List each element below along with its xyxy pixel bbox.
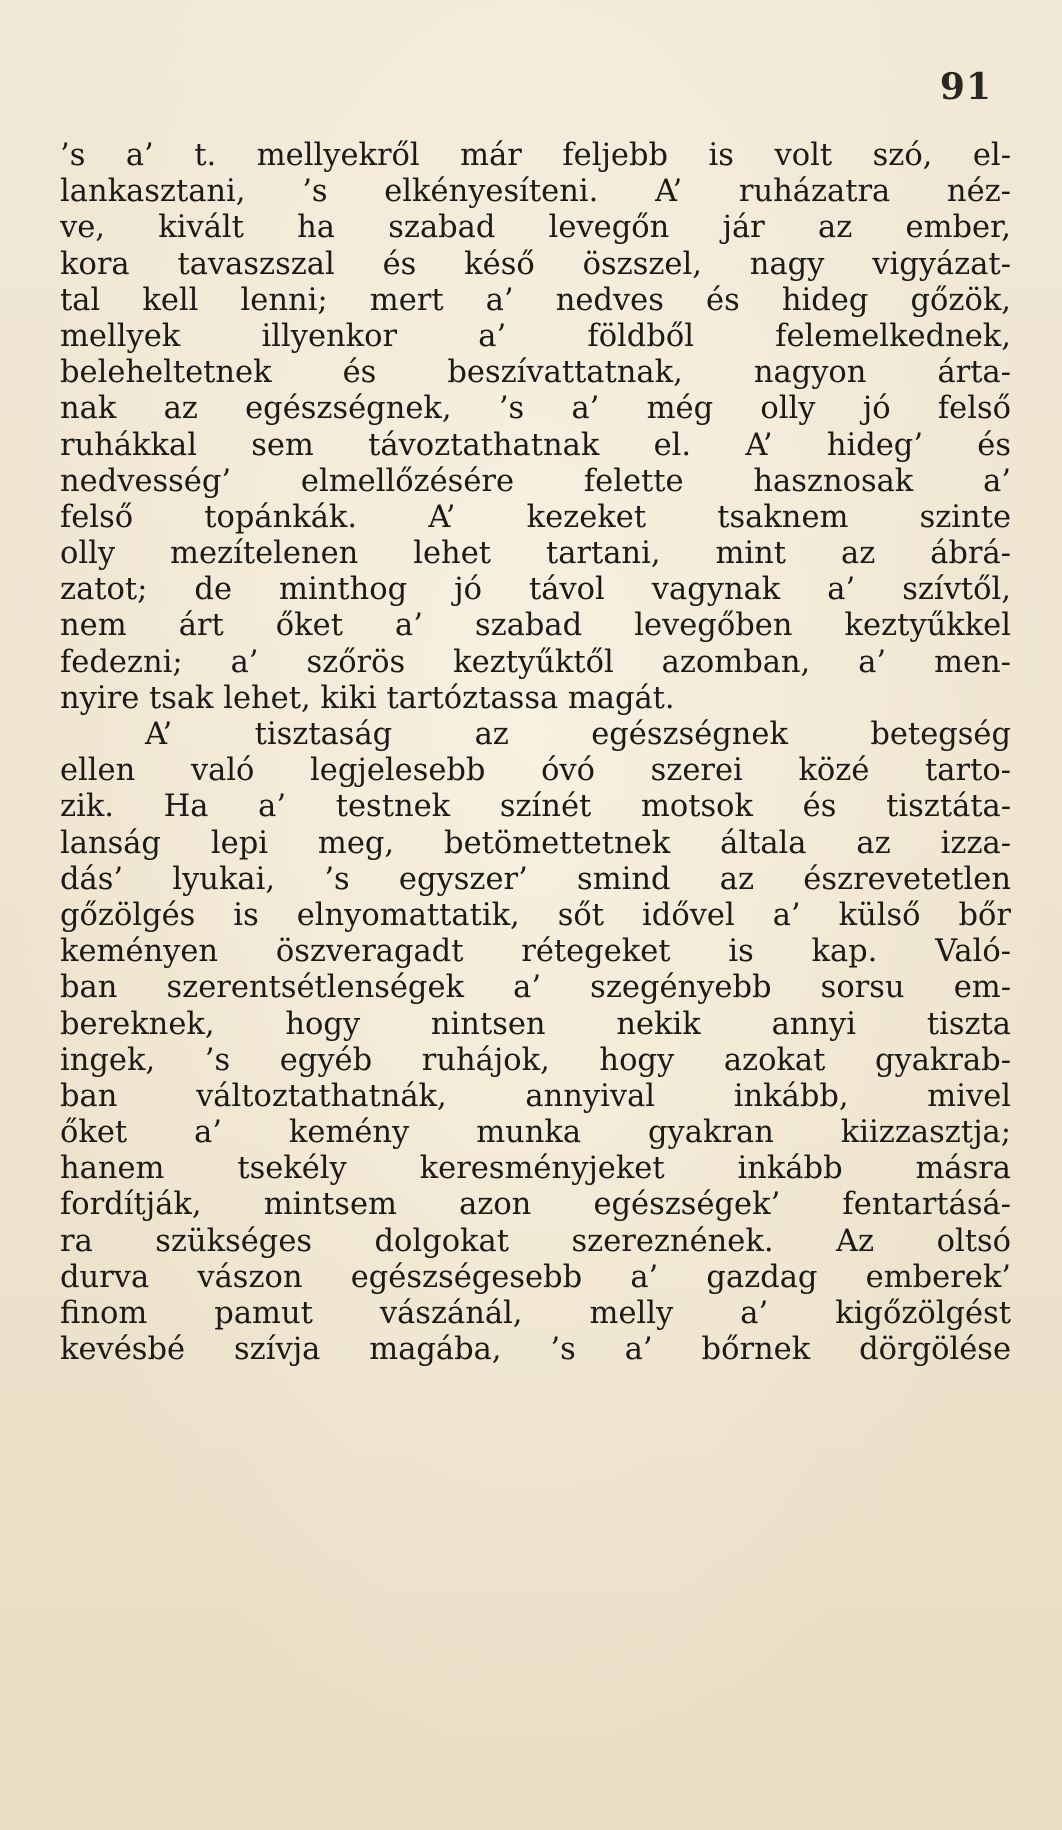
page-text (60, 138, 1011, 1368)
text-line: olly mezítelenen lehet tartani, mint az ábrá- (60, 536, 1011, 572)
text-line: lanság lepi meg, betömettetnek általa az izza- (60, 825, 1011, 861)
text-line: finom pamut vászánál, melly a’ kigőzölgést (60, 1296, 1011, 1331)
text-line: ellen való legjelesebb óvó szerei közé tarto- (60, 753, 1011, 789)
text-line: őket a’ kemény munka gyakran kiizzasztja; (60, 1115, 1011, 1151)
text-line: fedezni; a’ szőrös keztyűktől azomban, a’ men- (60, 644, 1011, 680)
text-line: dás’ lyukai, ’s egyszer’ smind az észrevetetlen (60, 861, 1011, 897)
text-line: fordítják, mintsem azon egészségek’ fentartásá- (60, 1187, 1011, 1223)
text-line: durva vászon egészségesebb a’ gazdag emberek’ (60, 1259, 1011, 1295)
text-line: zatot; de minthog jó távol vagynak a’ szívtől, (60, 572, 1011, 608)
text-line: ingek, ’s egyéb ruhájok, hogy azokat gyakrab- (60, 1042, 1011, 1078)
text-line: hanem tsekély keresményjeket inkább másra (60, 1151, 1011, 1187)
text-line: keményen öszveragadt rétegeket is kap. Való- (60, 934, 1011, 970)
text-line: ra szükséges dolgokat szereznének. Az oltsó (60, 1223, 1011, 1259)
text-line: ban szerentsétlenségek a’ szegényebb sorsu em- (60, 970, 1011, 1006)
text-line: ve, kivált ha szabad levegőn jár az ember, (60, 210, 1011, 246)
text-line: ban változtathatnák, annyival inkább, mivel (60, 1078, 1011, 1114)
text-line: mellyek illyenkor a’ földből felemelkednek, (60, 318, 1011, 354)
text-line: felső topánkák. A’ kezeket tsaknem szinte (60, 499, 1011, 535)
text-line: lankasztani, ’s elkényesíteni. A’ ruházatra néz- (60, 174, 1011, 210)
text-line: kora tavaszszal és késő öszszel, nagy vigyázat- (60, 246, 1011, 282)
text-line: nedvesség’ elmellőzésére felette hasznosak a’ (60, 463, 1011, 499)
text-line: ruhákkal sem távoztathatnak el. A’ hideg’ és (60, 427, 1011, 463)
text-line: A’ tisztaság az egészségnek betegség (145, 717, 1011, 752)
text-line: nak az egészségnek, ’s a’ még olly jó felső (60, 391, 1011, 427)
text-line: kevésbé szívja magába, ’s a’ bőrnek dörgölése (60, 1332, 1011, 1368)
text-line: tal kell lenni; mert a’ nedves és hideg gőzök, (60, 282, 1011, 318)
page-number: 91 (939, 66, 992, 108)
text-line: nyire tsak lehet, kiki tartóztassa magát. (60, 680, 675, 716)
text-line: gőzölgés is elnyomattatik, sőt idővel a’ külső bőr (60, 897, 1011, 933)
text-line: bereknek, hogy nintsen nekik annyi tiszta (60, 1006, 1011, 1042)
text-line: zik. Ha a’ testnek színét motsok és tisztáta- (60, 789, 1011, 825)
text-line: beleheltetnek és beszívattatnak, nagyon árta- (60, 355, 1011, 391)
text-line: nem árt őket a’ szabad levegőben keztyűkkel (60, 608, 1011, 644)
text-line: ’s a’ t. mellyekről már feljebb is volt szó, el- (60, 138, 1011, 173)
